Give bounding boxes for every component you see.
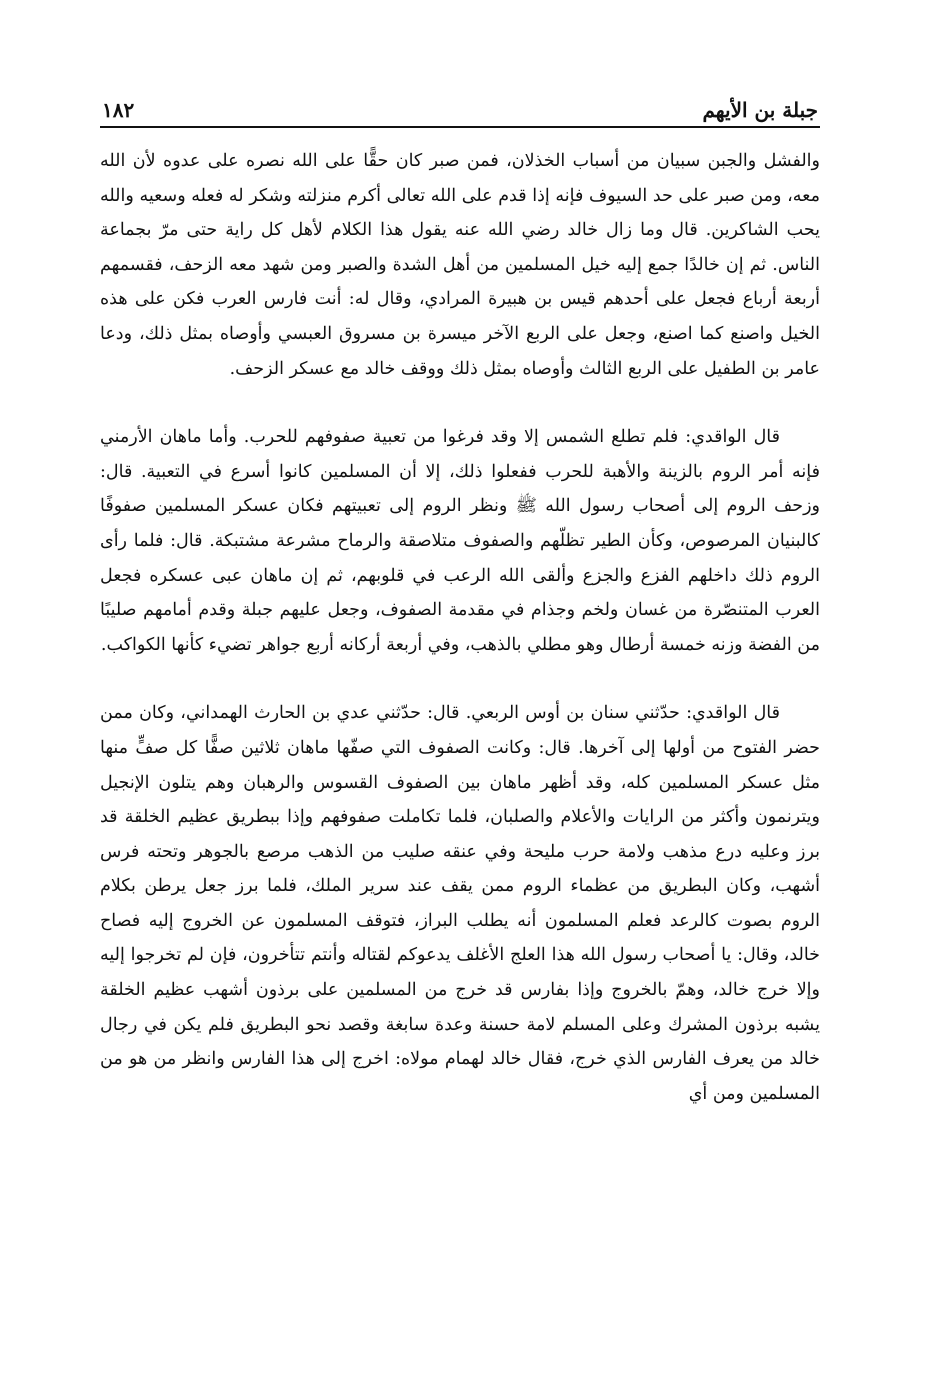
running-header — [100, 82, 820, 128]
book-page — [100, 82, 820, 1111]
page-number: ١٨٢ — [102, 98, 135, 122]
paragraph-2: قال الواقدي: فلم تطلع الشمس إلا وقد فرغوا من تعبية صفوفهم للحرب. وأما ماهان الأرمني فإنه أمر الروم بالزينة والأهبة للحرب ففعلوا ذلك، إلا أن المسلمين كانوا أسرع في التعبية. قال: وزحف الروم إلى أصحاب رسول الله ﷺ ونظر الروم إلى تعبيتهم فكان عسكر المسلمين صفوفًا كالبنيان المرصوص، وكأن الطير تظلّهم والصفوف متلاصقة والرماح مشرعة مشتبكة. قال: فلما رأى الروم ذلك داخلهم الفزع والجزع وألقى الله الرعب في قلوبهم، ثم إن ماهان عبى عسكره فجعل العرب المتنصّرة من غسان ولخم وجذام في مقدمة الصفوف، وجعل عليهم جبلة وقدم أمامهم صليبًا من الفضة وزنه خمسة أرطال وهو مطلي بالذهب، وفي أربعة أركانه أربع جواهر تضيء كأنها الكواكب. — [100, 427, 820, 655]
paragraph-1: والفشل والجبن سبيان من أسباب الخذلان، فمن صبر كان حقًّا على الله نصره على عدوه لأن الله معه، ومن صبر على حد السيوف فإنه إذا قدم على الله تعالى أكرم منزلته وشكر له فعله وسعيه والله يحب الشاكرين. قال وما زال خالد رضي الله عنه يقول هذا الكلام لأهل كل راية حتى مرّ بجماعة الناس. ثم إن خالدًا جمع إليه خيل المسلمين من أهل الشدة والصبر ومن شهد معه الزحف، فقسمهم أربعة أرباع فجعل على أحدهم قيس بن هبيرة المرادي، وقال له: أنت فارس العرب فكن على هذه الخيل واصنع كما اصنع، وجعل على الربع الآخر ميسرة بن مسروق العبسي وأوصاه بمثل ذلك، ودعا عامر بن الطفيل على الربع الثالث وأوصاه بمثل ذلك ووقف خالد مع عسكر الزحف. — [100, 151, 820, 379]
paragraph-3: قال الواقدي: حدّثني سنان بن أوس الربعي. قال: حدّثني عدي بن الحارث الهمداني، وكان ممن حضر الفتوح من أولها إلى آخرها. قال: وكانت الصفوف التي صفّها ماهان ثلاثين صفًّا كل صفٍّ منها مثل عسكر المسلمين كله، وقد أظهر ماهان بين الصفوف القسوس والرهبان وهم يتلون الإنجيل ويترنمون وأكثر من الرايات والأعلام والصلبان، فلما تكاملت صفوفهم وإذا ببطريق عظيم الخلقة قد برز وعليه درع مذهب ولامة حرب مليحة وفي عنقه صليب من الذهب مرصع بالجوهر وتحته فرس أشهب، وكان البطريق من عظماء الروم ممن يقف عند سرير الملك، فلما برز جعل يرطن بكلام الروم بصوت كالرعد فعلم المسلمون أنه يطلب البراز، فتوقف المسلمون عن الخروج إليه فصاح خالد، وقال: يا أصحاب رسول الله هذا العلج الأغلف يدعوكم لقتاله وأنتم تتأخرون، فإن لم تخرجوا إليه وإلا خرج خالد، وهمّ بالخروج وإذا بفارس قد خرج من المسلمين على برذون أشهب عظيم الخلقة يشبه برذون المشرك وعلى المسلم لامة حسنة وعدة سابغة وقصد نحو البطريق فلم يكن في رجال خالد من يعرف الفارس الذي خرج، فقال خالد لهمام مولاه: اخرج إلى هذا الفارس وانظر من هو من المسلمين ومن أي — [100, 703, 820, 1104]
page-body — [100, 144, 820, 1111]
chapter-title: جبلة بن الأيهم — [702, 98, 818, 122]
